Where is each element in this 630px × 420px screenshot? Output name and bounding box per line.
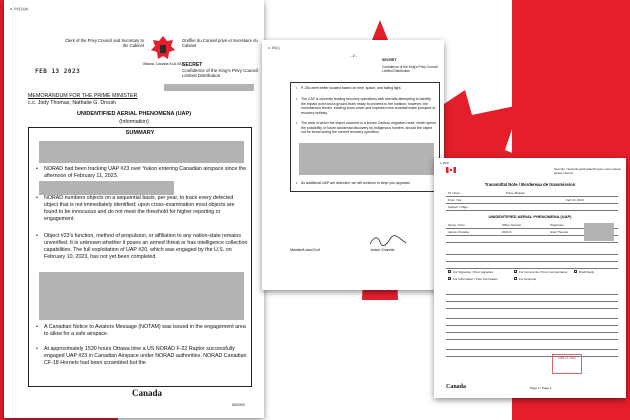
form-row — [446, 350, 618, 357]
transmittal-note-page — [434, 158, 626, 398]
field-value: Jody Thomas — [550, 230, 568, 234]
field-value: Janice Charette — [448, 230, 470, 234]
field-label: Telephone — [550, 223, 564, 227]
checkbox[interactable] — [448, 270, 451, 273]
memo-purpose: (Information) — [119, 119, 149, 125]
signatory-name: Janice Charette — [370, 248, 395, 252]
checkbox[interactable] — [574, 270, 577, 273]
form-row — [446, 319, 618, 326]
form-row — [446, 262, 618, 269]
form-row — [446, 295, 618, 302]
checkbox-label: For Signature / Pour signature — [453, 270, 494, 274]
classification-subtext: Confidence of the King's Privy Council Limited Distribution — [182, 68, 259, 79]
field-label: Subject / Objet — [448, 205, 468, 209]
redaction-block — [164, 84, 254, 91]
summary-bullet: • At approximately 1530 hours Ottawa time a US NORAD F-22 Raptor successfully engaged UAP #23 in Canadian Airspace under NORAD authorities. NORAD Canadian CF-18 Hornets had been scrambled but the — [36, 346, 248, 367]
crest-caption: Ottawa, Canada K1A 0A3 — [142, 62, 184, 66]
flag-icon — [446, 167, 456, 173]
continuation-bullet: • P-23s were better located based on time, space, and failing light. — [296, 86, 436, 91]
summary-title: SUMMARY — [125, 130, 155, 136]
field-label: Office Number — [502, 223, 522, 227]
redaction-block — [39, 272, 244, 320]
summary-box — [28, 127, 252, 387]
form-row — [446, 333, 618, 340]
summary-bullet: • NORAD had been tracking UAP #23 over Yukon entering Canadian airspace since the afternoon of February 11, 2023. — [36, 166, 248, 180]
continuation-bullet: • As additional UAP are detected, we will continue to keep you apprised. — [296, 181, 436, 186]
date-stamp: FEB 13 2023 — [35, 68, 81, 75]
redaction-block — [584, 223, 614, 241]
redaction-block — [39, 141, 244, 163]
security-header: Security / Sécurité (with attachments / avec pièces jointes) Secret — [554, 167, 622, 175]
form-row — [446, 204, 618, 211]
field-value: Prime Minister — [506, 191, 526, 195]
form-row — [446, 312, 618, 319]
form-row — [446, 248, 618, 255]
page-corner-ref: s. 69(1) — [268, 46, 280, 50]
canada-wordmark: Canada — [446, 384, 467, 390]
canada-wordmark: Canada — [132, 388, 163, 398]
summary-bullet: • Object #23's function, method of propulsion, or affiliation to any nation-state remains unverified. It is unknown whether it poses an armed threat or has intelligence collection capabilities. The full exploitation of UAP #20, which was engaged by the U.S. on February 10, 2023, has not yet been completed. — [36, 233, 248, 261]
checkbox[interactable] — [514, 277, 517, 280]
form-row — [446, 255, 618, 262]
form-row — [446, 190, 618, 197]
continuation-bullet: • The CAF is currently leading recovery operations with aircrafts attempting to identify the impact point and a ground team ready to proceed to the location; however, the mountainous terrain, existing snow cover and expected new snowfall make prospect of recovery unlikely. — [296, 97, 436, 115]
checkbox[interactable] — [448, 277, 451, 280]
field-value: 2023-0 — [502, 230, 512, 234]
field-label: Name / Nom — [448, 223, 465, 227]
checkbox-label: For Information / Pour information — [453, 277, 498, 281]
page-corner-ref: s. 69(1)(a) — [10, 6, 29, 11]
classification-label: SECRET — [382, 58, 397, 62]
memo-cc: c.c. Jody Thomas; Nathalie G. Drouin — [28, 100, 116, 106]
memo-subject: UNIDENTIFIED AERIAL PHENOMENA (UAP) — [76, 111, 192, 117]
coat-of-arms-icon — [148, 34, 178, 64]
page-corner-ref: s.15(1) — [440, 161, 450, 165]
summary-bullet: • A Canadian Notice to Aviators Message (NOTAM) was issued in the engagement area to allow for a safe airspace. — [36, 324, 248, 338]
form-row — [446, 343, 618, 350]
redaction-block — [39, 181, 174, 195]
redaction-block — [299, 143, 434, 175]
memorandum-page — [4, 0, 264, 418]
signature-icon — [368, 234, 408, 248]
checkbox-label: For Comments / Pour commentaires — [519, 270, 568, 274]
form-row — [446, 326, 618, 333]
checkbox-label: Draft Reply — [579, 270, 595, 274]
continuation-box — [290, 82, 440, 192]
checkbox[interactable] — [514, 270, 517, 273]
page-marker: - 2 - — [350, 53, 358, 58]
header-right-text: Greffier du Conseil privé et Secrétaire du Cabinet — [182, 38, 258, 49]
field-value: Feb 13, 2023 — [566, 198, 584, 202]
checkbox-label: For Approval — [519, 277, 537, 281]
field-label: To / Pour — [448, 191, 461, 195]
initials-line: Manitan/Lotan/Grof — [290, 248, 320, 252]
memo-recipient: MEMORANDUM FOR THE PRIME MINISTER — [28, 93, 138, 99]
memorandum-page-2 — [262, 40, 444, 290]
form-row — [446, 288, 618, 295]
classification-subtext: Confidence of the King's Privy Council Limited Distribution — [382, 65, 438, 73]
field-label: From / De — [448, 198, 462, 202]
header-left-text: Clerk of the Privy Council and Secretary to the Cabinet — [65, 38, 144, 49]
form-row — [446, 302, 618, 309]
form-row — [446, 197, 618, 204]
classification-label: SECRET — [182, 62, 203, 68]
transmittal-title: Transmittal Note / Bordereau de transmission — [484, 182, 576, 187]
continuation-bullet: • The area in which the object occurred is a known Caribou migration route, which opens the possibility of future accidental discovery by Indigenous hunters, should the object not be found during the current recovery operation. — [296, 121, 436, 135]
page-number: 000003 — [232, 403, 245, 407]
page-label: Page 1 / Page 1 — [530, 386, 552, 390]
transmittal-subject: UNIDENTIFIED AERIAL PHENOMENA (UAP) — [488, 214, 572, 219]
received-stamp: FEB 13 2023 — [552, 354, 582, 374]
summary-bullet: • NORAD numbers objects on a sequential basis, per year, to track every detected object that is not immediately identified; upon cross-examination most objects are found to be innocuous and do not meet the threshold for higher reporting or engagement. — [36, 195, 248, 223]
